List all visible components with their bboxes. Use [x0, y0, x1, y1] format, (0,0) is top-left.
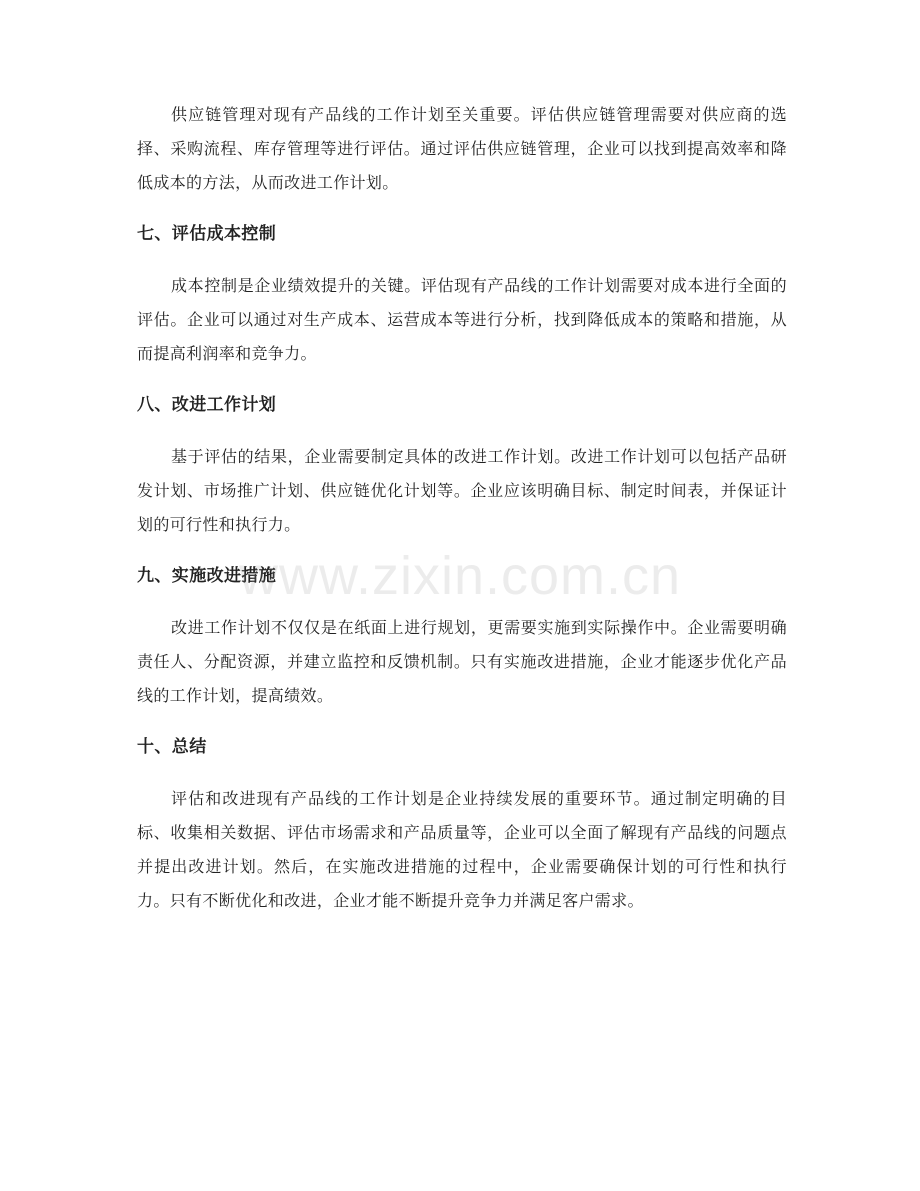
paragraph-implement: 改进工作计划不仅仅是在纸面上进行规划，更需要实施到实际操作中。企业需要明确责任人、分配资源，并建立监控和反馈机制。只有实施改进措施，企业才能逐步优化产品线的工作计划，提高绩效。: [137, 618, 787, 705]
section-heading-cost-control: 七、评估成本控制: [137, 224, 277, 244]
section-heading-improve-plan: 八、改进工作计划: [137, 395, 277, 415]
paragraph-summary: 评估和改进现有产品线的工作计划是企业持续发展的重要环节。通过制定明确的目标、收集相关数据、评估市场需求和产品质量等，企业可以全面了解现有产品线的问题点并提出改进计划。然后，在实施改进措施的过程中，企业需要确保计划的可行性和执行力。只有不断优化和改进，企业才能不断提升竞争力并满足客户需求。: [137, 789, 787, 910]
document-body: [137, 98, 787, 918]
section-heading-summary: 十、总结: [137, 737, 207, 757]
paragraph-improve-plan: 基于评估的结果，企业需要制定具体的改进工作计划。改进工作计划可以包括产品研发计划、市场推广计划、供应链优化计划等。企业应该明确目标、制定时间表，并保证计划的可行性和执行力。: [137, 447, 787, 534]
paragraph-cost-control: 成本控制是企业绩效提升的关键。评估现有产品线的工作计划需要对成本进行全面的评估。企业可以通过对生产成本、运营成本等进行分析，找到降低成本的策略和措施，从而提高利润率和竞争力。: [137, 276, 787, 363]
section-heading-implement: 九、实施改进措施: [137, 566, 277, 586]
watermark: www.zixin.com.cn: [238, 546, 682, 606]
paragraph-supply-chain: 供应链管理对现有产品线的工作计划至关重要。评估供应链管理需要对供应商的选择、采购流程、库存管理等进行评估。通过评估供应链管理，企业可以找到提高效率和降低成本的方法，从而改进工作计划。: [137, 105, 787, 192]
